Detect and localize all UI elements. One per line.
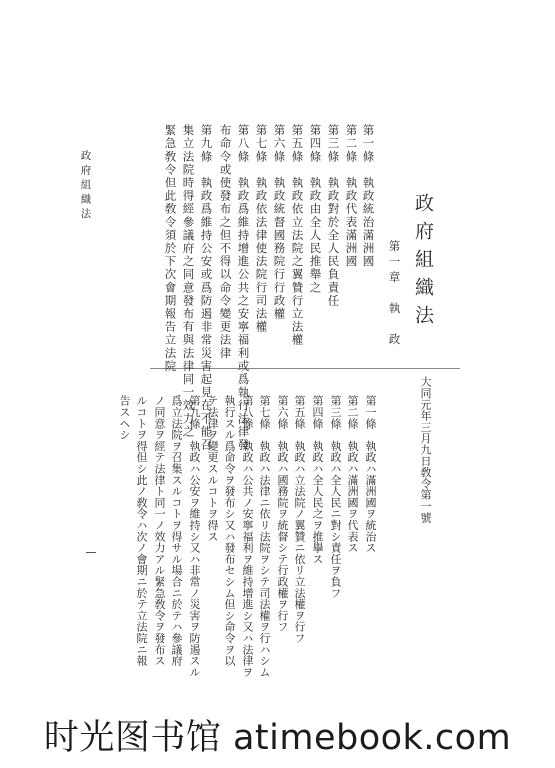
cn-article-9-cont-1: 集立法院時得經參議府之同意發布有與法律同一效力之	[181, 124, 196, 439]
cn-article-3: 第三條 執政對於全人民負責任	[326, 124, 341, 308]
jp-article-6: 第六條 執政ハ國務院ヲ統督シテ行政權ヲ行フ	[276, 395, 289, 633]
cn-article-6: 第六條 執政統督國務院行行政權	[272, 124, 287, 321]
cn-article-2: 第二條 執政代表滿洲國	[344, 124, 359, 269]
cn-article-9: 第九條 執政爲維持公安或爲防遏非常災害起見在不能召	[199, 124, 214, 452]
jp-article-2: 第二條 執政ハ滿洲國ヲ代表ス	[346, 395, 359, 554]
watermark-text: 时光图书馆 atimebook.com	[43, 718, 512, 758]
section-divider	[150, 368, 460, 369]
cn-article-4: 第四條 執政由全人民推舉之	[308, 124, 323, 295]
cn-article-1: 第一條 執政統治滿洲國	[361, 124, 376, 269]
margin-running-title: 政府組織法	[79, 150, 92, 223]
cn-article-8: 第八條 執政爲維持增進公共之安寧福利或爲執行法律發	[236, 124, 251, 452]
document-title: 政府組織法	[412, 193, 434, 333]
jp-article-4: 第四條 執政ハ全人民之ヲ推擧ス	[311, 395, 324, 565]
jp-article-9: 第九條 執政ハ公安ヲ維持シ又ハ非常ノ災害ヲ防遏スル	[188, 395, 201, 678]
cn-article-8-cont: 布命令或使發布之但不得以命令變更法律	[218, 124, 233, 360]
jp-article-9-cont-3: ルコトヲ得但シ此ノ敎令ハ次ノ會期ニ於テ立法院ニ報	[135, 395, 148, 667]
jp-article-1: 第一條 執政ハ滿洲國ヲ統治ス	[364, 395, 377, 554]
cn-article-5: 第五條 執政依立法院之翼贊行立法權	[290, 124, 305, 347]
jp-article-5: 第五條 執政ハ立法院ノ翼贊ニ依リ立法權ヲ行フ	[293, 395, 306, 644]
chapter-heading: 第一章 執 政	[387, 240, 402, 349]
cn-article-7: 第七條 執政依法律使法院行司法權	[254, 124, 269, 334]
jp-article-9-cont-4: 告スヘシ	[118, 395, 131, 441]
jp-date-line: 大同元年三月九日敎令第一號	[419, 376, 432, 523]
jp-article-9-cont-2: ノ同意ヲ經テ法律ト同一ノ效力アル緊急敎令ヲ發布ス	[153, 395, 166, 667]
jp-article-8-cont-1: 執行スル爲命令ヲ發布シ又ハ發布セシム但シ命令ヲ以	[223, 395, 236, 667]
jp-article-9-cont-1: 爲立法院ヲ召集スルコトヲ得サル場合ニ於テハ參議府	[170, 395, 183, 667]
jp-article-3: 第三條 執政ハ全人民ニ對シ責任ヲ負フ	[329, 395, 342, 599]
jp-article-8: 第八條 執政ハ公共ノ安寧福利ヲ維持增進シ又ハ法律ヲ	[241, 395, 254, 678]
margin-tick-mark	[86, 552, 96, 553]
jp-article-8-cont-2: テ法律ヲ變更スルコトヲ得ス	[206, 395, 219, 542]
cn-article-9-cont-2: 緊急敎令但此敎令須於下次會期報告立法院	[163, 124, 178, 373]
jp-article-7: 第七條 執政ハ法律ニ依リ法院ヲシテ司法權ヲ行ハシム	[258, 395, 271, 678]
watermark-banner	[0, 708, 555, 768]
